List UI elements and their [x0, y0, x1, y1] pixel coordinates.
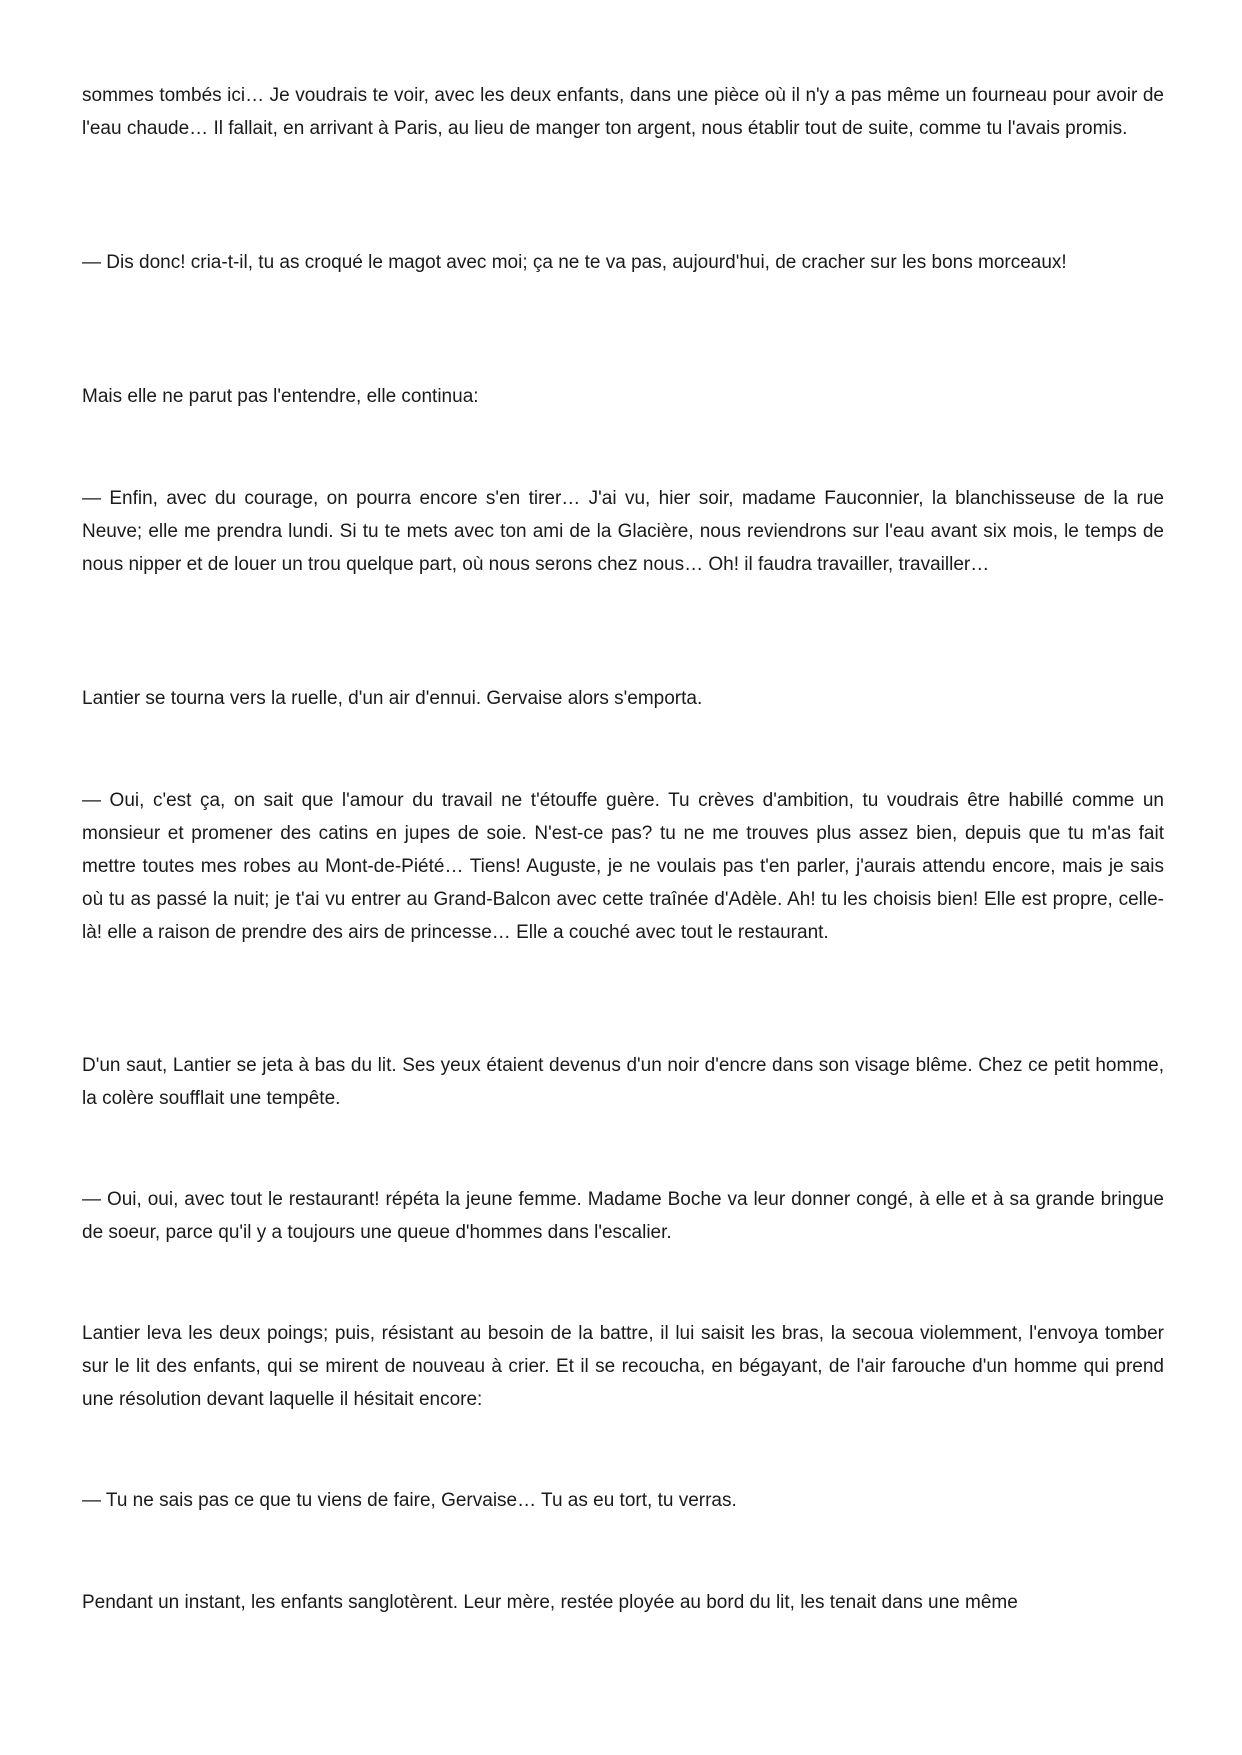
document-page — [82, 0, 1164, 1755]
paragraph-3: Mais elle ne parut pas l'entendre, elle continua: — [82, 386, 479, 407]
paragraph-4: — Enfin, avec du courage, on pourra encore s'en tirer… J'ai vu, hier soir, madame Fauconnier, la blanchisseuse de la rue Neuve; elle me prendra lundi. Si tu te mets avec ton ami de la Glacière, nous reviendrons sur l'eau avant six mois, le temps de nous nipper et de louer un trou quelque part, où nous serons chez nous… Oh! il faudra travailler, travailler… — [82, 488, 1164, 575]
paragraph-10: — Tu ne sais pas ce que tu viens de faire, Gervaise… Tu as eu tort, tu verras. — [82, 1490, 737, 1511]
paragraph-6: — Oui, c'est ça, on sait que l'amour du travail ne t'étouffe guère. Tu crèves d'ambition, tu voudrais être habillé comme un monsieur et promener des catins en jupes de soie. N'est-ce pas? tu ne me trouves plus assez bien, depuis que tu m'as fait mettre toutes mes robes au Mont-de-Piété… Tiens! Auguste, je ne voulais pas t'en parler, j'aurais attendu encore, mais je sais où tu as passé la nuit; je t'ai vu entrer au Grand-Balcon avec cette traînée d'Adèle. Ah! tu les choisis bien! Elle est propre, celle-là! elle a raison de prendre des airs de princesse… Elle a couché avec tout le restaurant. — [82, 790, 1164, 943]
paragraph-7: D'un saut, Lantier se jeta à bas du lit. Ses yeux étaient devenus d'un noir d'encre dans son visage blême. Chez ce petit homme, la colère soufflait une tempête. — [82, 1055, 1164, 1109]
paragraph-5: Lantier se tourna vers la ruelle, d'un air d'ennui. Gervaise alors s'emporta. — [82, 688, 703, 709]
paragraph-9: Lantier leva les deux poings; puis, résistant au besoin de la battre, il lui saisit les bras, la secoua violemment, l'envoya tomber sur le lit des enfants, qui se mirent de nouveau à crier. Et il se recoucha, en bégayant, de l'air farouche d'un homme qui prend une résolution devant laquelle il hésitait encore: — [82, 1323, 1164, 1410]
paragraph-1: sommes tombés ici… Je voudrais te voir, avec les deux enfants, dans une pièce où il n'y a pas même un fourneau pour avoir de l'eau chaude… Il fallait, en arrivant à Paris, au lieu de manger ton argent, nous établir tout de suite, comme tu l'avais promis. — [82, 85, 1164, 139]
paragraph-8: — Oui, oui, avec tout le restaurant! répéta la jeune femme. Madame Boche va leur donner congé, à elle et à sa grande bringue de soeur, parce qu'il y a toujours une queue d'hommes dans l'escalier. — [82, 1189, 1164, 1243]
paragraph-2: — Dis donc! cria-t-il, tu as croqué le magot avec moi; ça ne te va pas, aujourd'hui, de cracher sur les bons morceaux! — [82, 252, 1067, 273]
paragraph-11: Pendant un instant, les enfants sanglotèrent. Leur mère, restée ployée au bord du lit, les tenait dans une même — [82, 1592, 1018, 1613]
